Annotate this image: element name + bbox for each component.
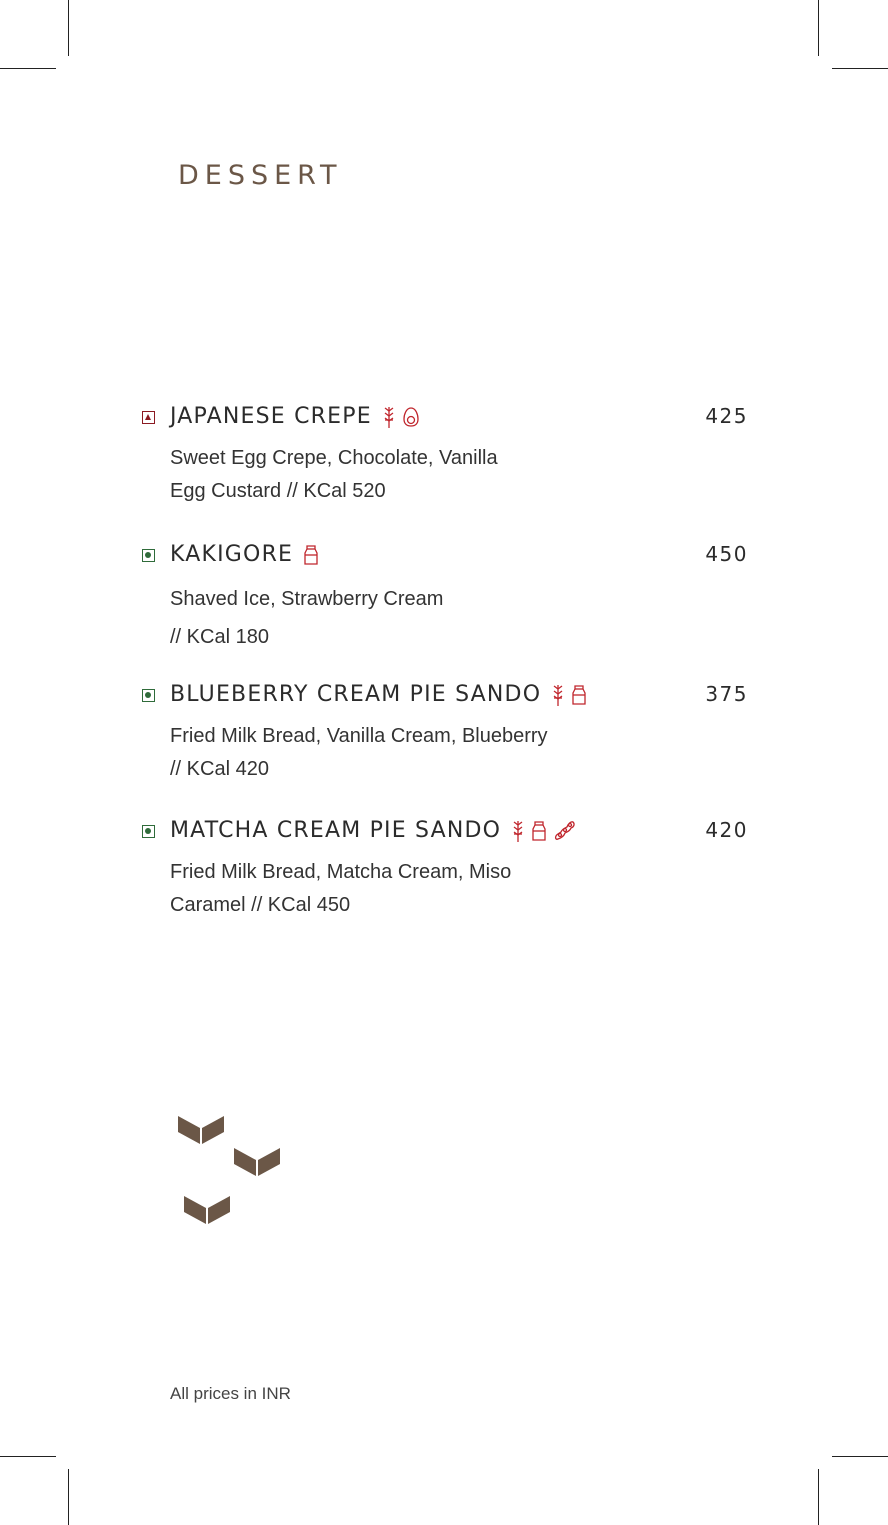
gluten-icon <box>511 819 525 843</box>
crop-mark <box>68 1469 69 1525</box>
egg-icon <box>402 406 420 428</box>
item-description-line: // KCal 420 <box>170 758 269 780</box>
dairy-icon <box>571 684 587 706</box>
menu-item-japanese-crepe <box>140 404 750 502</box>
menu-item-blueberry-cream-pie-sando <box>140 682 750 780</box>
item-price: 420 <box>705 818 748 842</box>
item-description-line: Caramel // KCal 450 <box>170 894 351 916</box>
brand-logo-icon <box>176 1112 286 1227</box>
crop-mark <box>832 1456 888 1457</box>
item-description-line: Sweet Egg Crepe, Chocolate, Vanilla <box>170 447 498 469</box>
menu-item-matcha-cream-pie-sando <box>140 818 750 916</box>
non-veg-mark-icon <box>142 411 155 424</box>
item-name: MATCHA CREAM PIE SANDO <box>170 818 502 843</box>
item-price: 375 <box>705 682 748 706</box>
item-description-line: Fried Milk Bread, Vanilla Cream, Blueberry <box>170 725 548 747</box>
item-name: KAKIGORE <box>170 542 294 567</box>
crop-mark <box>818 0 819 56</box>
menu-item-kakigore <box>140 542 750 648</box>
crop-mark <box>818 1469 819 1525</box>
soy-icon <box>553 819 577 843</box>
crop-mark <box>68 0 69 56</box>
veg-mark-icon <box>142 689 155 702</box>
item-description-line: Egg Custard // KCal 520 <box>170 480 386 502</box>
crop-mark <box>832 68 888 69</box>
item-description-line: // KCal 180 <box>170 626 269 648</box>
veg-mark-icon <box>142 825 155 838</box>
item-name: BLUEBERRY CREAM PIE SANDO <box>170 682 542 707</box>
section-title: DESSERT <box>178 160 343 191</box>
item-price: 450 <box>705 542 748 566</box>
gluten-icon <box>551 683 565 707</box>
dairy-icon <box>303 544 319 566</box>
price-currency-note: All prices in INR <box>170 1384 291 1403</box>
crop-mark <box>0 68 56 69</box>
dairy-icon <box>531 820 547 842</box>
veg-mark-icon <box>142 549 155 562</box>
gluten-icon <box>382 405 396 429</box>
crop-mark <box>0 1456 56 1457</box>
item-price: 425 <box>705 404 748 428</box>
item-name: JAPANESE CREPE <box>170 404 372 429</box>
item-description-line: Shaved Ice, Strawberry Cream <box>170 588 444 610</box>
item-description-line: Fried Milk Bread, Matcha Cream, Miso <box>170 861 512 883</box>
